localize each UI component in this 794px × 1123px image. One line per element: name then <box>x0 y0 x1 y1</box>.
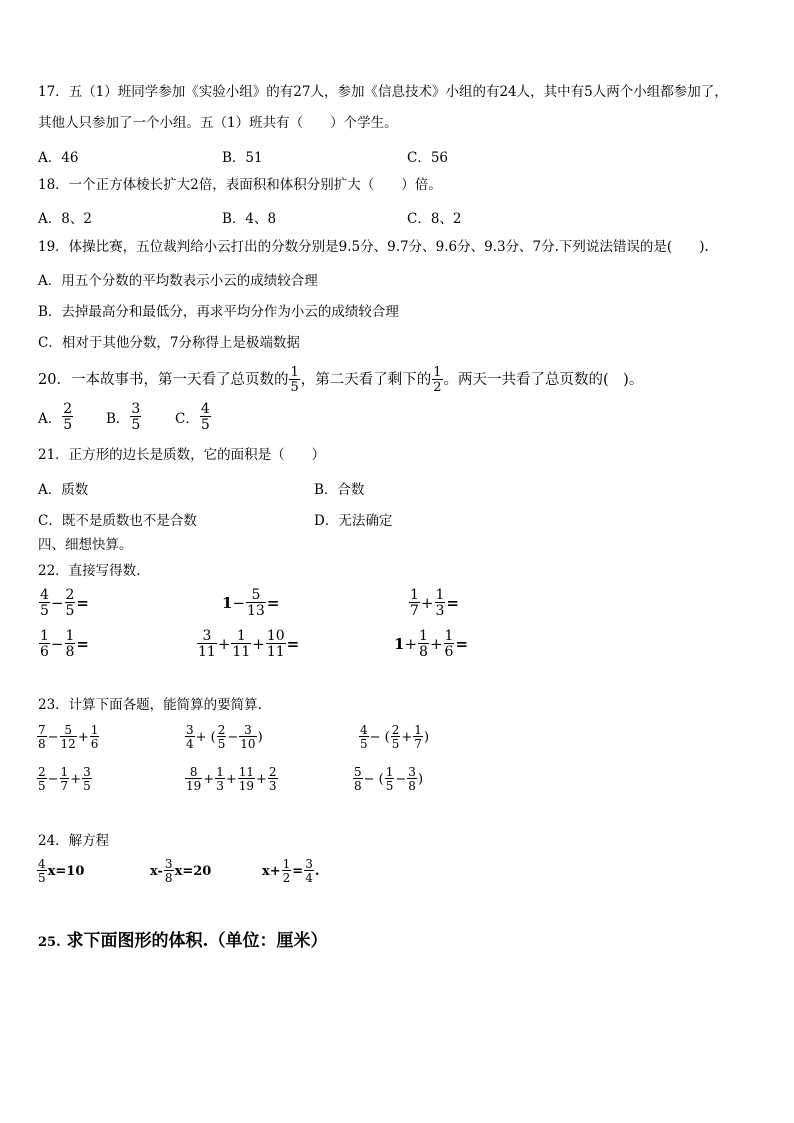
denominator: 19 <box>238 779 255 793</box>
q23-expression-6 <box>352 766 423 792</box>
numerator: 1 <box>419 628 428 644</box>
numerator: 5 <box>64 723 72 737</box>
close-paren: ) <box>257 729 263 745</box>
q19-option-b[interactable]: B．去掉最高分和最低分，再求平均分作为小云的成绩较合理 <box>38 304 399 320</box>
equals: = <box>76 594 89 612</box>
denominator: 5 <box>360 737 368 751</box>
fraction <box>435 588 446 618</box>
q24-title: 24．解方程 <box>38 833 110 849</box>
lead-number: 1 <box>394 635 405 653</box>
operator: − <box>50 594 64 612</box>
close-paren: ) <box>417 771 424 787</box>
q17-option-c[interactable]: C．56 <box>407 150 449 166</box>
fraction <box>385 766 395 792</box>
q25-text: 求下面图形的体积.（单位：厘米） <box>66 931 328 951</box>
denominator: 3 <box>435 603 445 619</box>
fraction <box>413 724 423 750</box>
numerator: 3 <box>244 723 252 737</box>
numerator: 2 <box>63 401 73 417</box>
q20-fraction-2 <box>432 366 442 394</box>
q24-equation-2 <box>150 858 211 884</box>
fraction <box>65 588 76 618</box>
operator: + <box>252 635 265 653</box>
denominator: 5 <box>38 779 46 793</box>
q20-stem <box>38 362 643 398</box>
fraction <box>239 724 256 750</box>
fraction <box>185 724 195 750</box>
denominator: 3 <box>268 779 277 793</box>
q21-option-c[interactable]: C．既不是质数也不是合数 <box>38 513 197 529</box>
fraction <box>407 766 417 792</box>
denominator: 5 <box>65 603 75 619</box>
q17-stem-line2: 其他人只参加了一个小组。五（1）班共有（ ）个学生。 <box>38 115 398 131</box>
fraction <box>185 766 202 792</box>
q18-option-b[interactable]: B．4、8 <box>222 211 277 227</box>
numerator: 1 <box>65 628 75 644</box>
q18-option-a[interactable]: A．8、2 <box>38 211 92 227</box>
operator: − ( <box>369 729 390 745</box>
numerator: 1 <box>435 587 445 603</box>
q21-option-d[interactable]: D．无法确定 <box>314 513 393 529</box>
q20-option-b[interactable] <box>106 402 142 432</box>
operator: + <box>420 594 434 612</box>
q22-equation-4 <box>38 629 89 659</box>
denominator: 5 <box>63 417 73 433</box>
denominator: 8 <box>65 644 75 660</box>
q23-title: 23．计算下面各题，能简算的要简算. <box>38 697 262 713</box>
denominator: 6 <box>90 737 99 751</box>
q20-stem-part1: 20．一本故事书，第一天看了总页数的 <box>38 372 289 388</box>
fraction <box>246 588 266 618</box>
denominator: 12 <box>60 737 76 751</box>
numerator: 1 <box>444 628 454 644</box>
fraction <box>39 588 50 618</box>
numerator: 3 <box>408 765 416 779</box>
numerator: 1 <box>410 587 419 603</box>
operator: + <box>225 771 237 787</box>
numerator: 1 <box>90 723 99 737</box>
denominator: 8 <box>38 737 46 751</box>
fraction <box>231 629 251 659</box>
q25-stem <box>38 930 327 954</box>
denominator: 6 <box>40 644 49 660</box>
equals: = <box>286 635 300 653</box>
option-label: B． <box>106 411 130 427</box>
equation-lead: x- <box>150 863 163 879</box>
fraction <box>90 724 100 750</box>
q23-expression-2 <box>184 724 263 750</box>
q17-stem-line1: 17．五（1）班同学参加《实验小组》的有27人，参加《信息技术》小组的有24人，其中有5人两个小组都参加了， <box>38 84 728 100</box>
q23-expression-4 <box>36 766 93 792</box>
numerator: 10 <box>266 628 285 644</box>
q25-number: 25. <box>38 935 61 950</box>
denominator: 13 <box>247 603 265 619</box>
fraction <box>37 724 47 750</box>
operator: − <box>47 729 59 745</box>
option-fraction <box>62 402 73 432</box>
q17-option-a[interactable]: A．46 <box>38 150 79 166</box>
numerator: 1 <box>385 765 394 779</box>
option-label: A． <box>38 411 62 427</box>
denominator: 5 <box>385 779 394 793</box>
denominator: 8 <box>354 779 362 793</box>
numerator: 3 <box>164 857 173 871</box>
q19-option-a[interactable]: A．用五个分数的平均数表示小云的成绩较合理 <box>38 273 318 289</box>
operator: + <box>203 771 215 787</box>
q18-option-c[interactable]: C．8、2 <box>407 211 462 227</box>
operator: − <box>227 729 239 745</box>
denominator: 4 <box>186 737 194 751</box>
numerator: 1 <box>282 857 291 871</box>
equation-rest: x=10 <box>47 863 85 879</box>
q24-equation-3 <box>262 858 319 884</box>
numerator: 2 <box>65 587 75 603</box>
fraction <box>65 629 76 659</box>
denominator: 3 <box>216 779 224 793</box>
operator: + <box>77 729 89 745</box>
fraction <box>304 858 314 884</box>
denominator: 11 <box>266 644 285 660</box>
q22-equation-3 <box>408 588 459 618</box>
q18-stem: 18．一个正方体棱长扩大2倍，表面积和体积分别扩大（ ）倍。 <box>38 177 442 193</box>
fraction <box>444 629 455 659</box>
q20-stem-part2: ，第二天看了剩下的 <box>300 372 432 388</box>
operator: − ( <box>363 771 384 787</box>
fraction <box>266 629 286 659</box>
operator: − <box>232 594 246 612</box>
equation-rest: x=20 <box>174 863 212 879</box>
numerator: 3 <box>202 628 212 644</box>
q22-equation-6 <box>394 629 468 659</box>
q23-expression-1 <box>36 724 100 750</box>
numerator: 2 <box>217 723 226 737</box>
q23-expression-3 <box>358 724 429 750</box>
fraction <box>39 629 50 659</box>
fraction <box>391 724 401 750</box>
equals: = <box>455 635 469 653</box>
equals: = <box>266 594 280 612</box>
q17-option-b[interactable]: B．51 <box>222 150 263 166</box>
operator: + ( <box>195 729 216 745</box>
fraction <box>215 766 225 792</box>
equals: = <box>76 635 89 653</box>
numerator: 1 <box>216 765 224 779</box>
fraction <box>217 724 227 750</box>
fraction <box>418 629 429 659</box>
numerator: 8 <box>189 765 198 779</box>
operator: + <box>401 729 413 745</box>
fraction <box>60 724 77 750</box>
option-fraction <box>200 402 211 432</box>
numerator: 3 <box>305 857 313 871</box>
numerator: 5 <box>354 765 362 779</box>
denominator: 5 <box>200 417 210 433</box>
denominator: 5 <box>217 737 226 751</box>
fraction <box>197 629 217 659</box>
q21-option-b[interactable]: B．合数 <box>314 482 365 498</box>
operator: − <box>395 771 407 787</box>
denominator: 19 <box>186 779 202 793</box>
q24-equation-1 <box>36 858 84 884</box>
q20-option-a[interactable] <box>38 402 74 432</box>
option-label: C． <box>175 411 199 427</box>
numerator: 1 <box>414 723 422 737</box>
close-paren: ) <box>423 729 430 745</box>
denominator: 8 <box>419 644 428 660</box>
fraction <box>238 766 255 792</box>
numerator: 1 <box>236 628 246 644</box>
fraction <box>37 858 47 884</box>
numerator: 3 <box>83 765 91 779</box>
q20-fraction-1 <box>289 366 299 394</box>
denominator: 5 <box>38 871 46 885</box>
q22-title: 22．直接写得数. <box>38 563 141 579</box>
numerator: 1 <box>60 765 69 779</box>
numerator: 3 <box>186 723 194 737</box>
q19-option-c[interactable]: C．相对于其他分数，7分称得上是极端数据 <box>38 335 300 351</box>
fraction <box>268 766 278 792</box>
q21-stem: 21．正方形的边长是质数，它的面积是（ ） <box>38 447 326 463</box>
denominator: 4 <box>305 871 313 885</box>
denominator: 5 <box>83 779 91 793</box>
numerator: 7 <box>38 723 46 737</box>
equals: = <box>292 863 304 879</box>
denominator: 11 <box>232 644 251 660</box>
numerator: 1 <box>433 365 442 380</box>
denominator: 2 <box>433 380 442 395</box>
denominator: 2 <box>282 871 291 885</box>
q21-option-a[interactable]: A．质数 <box>38 482 89 498</box>
numerator: 3 <box>131 401 141 417</box>
q22-equation-1 <box>38 588 89 618</box>
fraction <box>60 766 70 792</box>
equation-lead: x+ <box>262 863 281 879</box>
operator: + <box>429 635 443 653</box>
denominator: 8 <box>164 871 173 885</box>
q23-expression-5 <box>184 766 279 792</box>
numerator: 1 <box>40 628 49 644</box>
q22-equation-2 <box>222 588 279 618</box>
fraction <box>282 858 292 884</box>
operator: − <box>50 635 64 653</box>
numerator: 1 <box>290 365 299 380</box>
fraction <box>359 724 369 750</box>
numerator: 2 <box>391 723 400 737</box>
denominator: 5 <box>131 417 141 433</box>
q19-stem: 19．体操比赛，五位裁判给小云打出的分数分别是9.5分、9.7分、9.6分、9.3分、7分.下列说法错误的是( ). <box>38 239 709 255</box>
numerator: 4 <box>40 587 49 603</box>
q22-equation-5 <box>196 629 299 659</box>
fraction <box>164 858 174 884</box>
denominator: 5 <box>40 603 49 619</box>
numerator: 4 <box>200 401 210 417</box>
denominator: 8 <box>408 779 416 793</box>
numerator: 4 <box>38 857 46 871</box>
operator: + <box>70 771 82 787</box>
denominator: 7 <box>410 603 419 619</box>
denominator: 7 <box>60 779 69 793</box>
denominator: 6 <box>444 644 454 660</box>
fraction <box>37 766 47 792</box>
denominator: 7 <box>414 737 422 751</box>
numerator: 4 <box>360 723 368 737</box>
q20-option-c[interactable] <box>175 402 212 432</box>
equation-end: . <box>314 863 320 879</box>
fraction <box>82 766 92 792</box>
denominator: 5 <box>290 380 299 395</box>
lead-number: 1 <box>222 594 233 612</box>
fraction <box>353 766 363 792</box>
denominator: 5 <box>391 737 400 751</box>
q20-stem-part3: 。两天一共看了总页数的( )。 <box>443 372 644 388</box>
equals: = <box>446 594 459 612</box>
fraction <box>409 588 420 618</box>
option-fraction <box>130 402 141 432</box>
numerator: 2 <box>268 765 277 779</box>
operator: + <box>217 635 231 653</box>
denominator: 10 <box>240 737 256 751</box>
operator: + <box>404 635 418 653</box>
operator: + <box>256 771 267 787</box>
section-heading: 四、细想快算。 <box>38 537 133 553</box>
operator: − <box>47 771 59 787</box>
denominator: 11 <box>198 644 216 660</box>
numerator: 11 <box>238 765 255 779</box>
numerator: 5 <box>251 587 261 603</box>
numerator: 2 <box>38 765 46 779</box>
